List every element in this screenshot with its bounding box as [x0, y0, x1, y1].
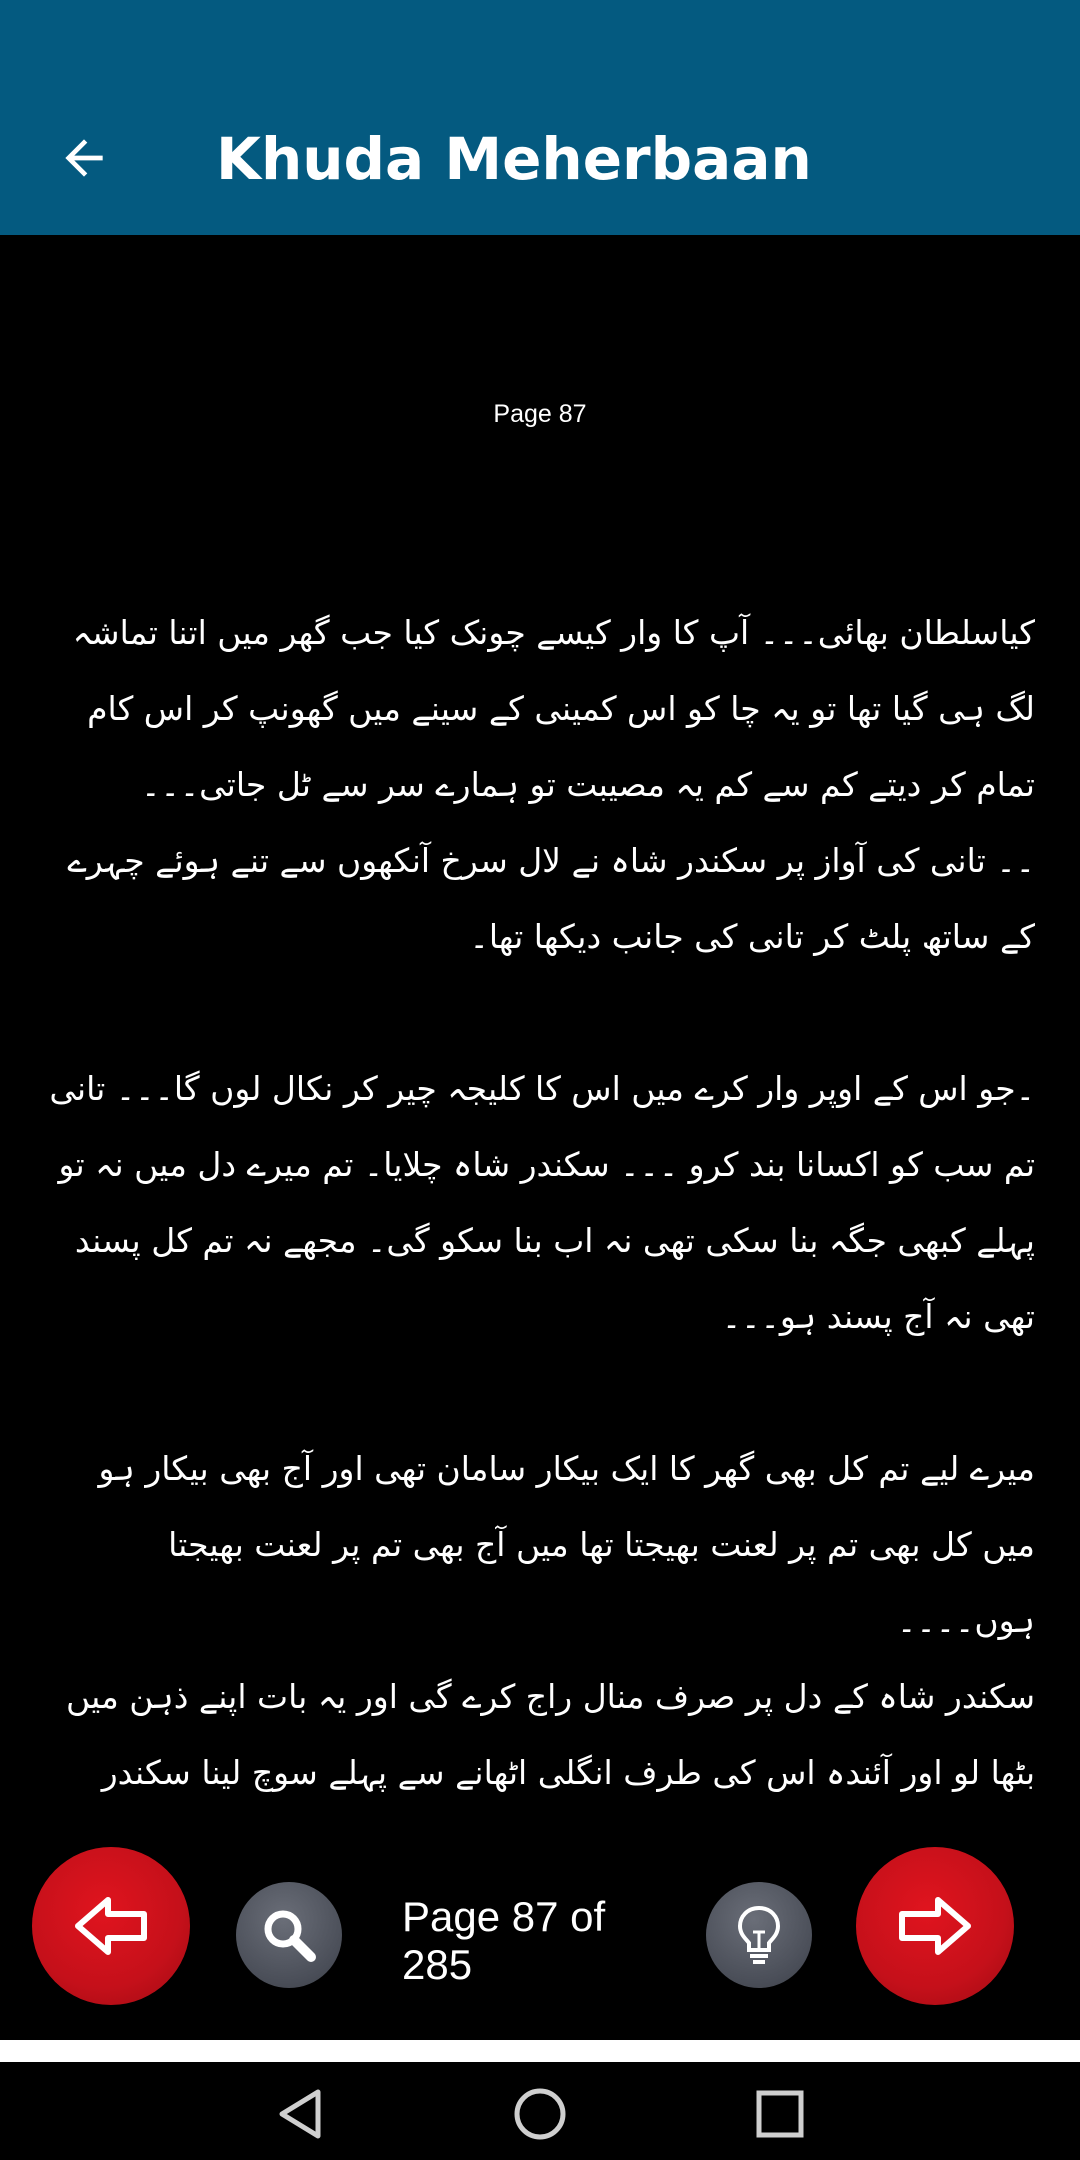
search-button[interactable] — [236, 1882, 342, 1988]
triangle-back-icon — [274, 2086, 326, 2142]
paragraph: ۔جو اس کے اوپر وار کرے میں اس کا کلیجہ چیر کر نکال لوں گا۔۔۔ تانی تم سب کو اکسانا بند کرو ۔۔۔ سکندر شاہ چلایا۔ تم میرے دل میں نہ تو پہلے کبھی جگہ بنا سکی تھی نہ اب بنا سکو گی۔ مجھے نہ تم کل پسند تھی نہ آج پسند ہو۔۔۔ — [49, 1069, 1035, 1336]
paragraph: ۔۔ تانی کی آواز پر سکندر شاہ نے لال سرخ آنکھوں سے تنے ہوئے چہرے کے ساتھ پلٹ کر تانی کی جانب دیکھا تھا۔ — [67, 841, 1035, 956]
reader-content[interactable] — [0, 235, 1080, 1825]
back-button[interactable] — [48, 122, 120, 194]
status-bar — [0, 0, 1080, 80]
system-navigation-bar — [0, 2062, 1080, 2160]
arrow-right-outline-icon — [896, 1894, 974, 1958]
arrow-left-outline-icon — [72, 1894, 150, 1958]
square-recents-icon — [754, 2088, 806, 2140]
story-text — [45, 595, 1035, 1963]
app-bar — [0, 80, 1080, 235]
divider-strip — [0, 2040, 1080, 2062]
arrow-left-icon — [56, 130, 112, 186]
paragraph: میرے لیے تم کل بھی گھر کا ایک بیکار سامان تھی اور آج بھی بیکار ہو میں کل بھی تم پر لعنت بھیجتا تھا میں آج بھی تم پر لعنت بھیجتا ہوں۔۔۔۔ — [98, 1449, 1035, 1640]
previous-page-button[interactable] — [32, 1847, 190, 2005]
hint-button[interactable] — [706, 1882, 812, 1988]
paragraph: سکندر شاہ کے دل پر صرف منال راج کرے گی اور یہ بات اپنے ذہن میں بٹھا لو اور آئندہ اس کی طرف انگلی اٹھانے سے پہلے سوچ لینا سکندر — [66, 1677, 1035, 1792]
system-back-button[interactable] — [270, 2084, 330, 2144]
search-icon — [257, 1903, 321, 1967]
page-indicator: Page 87 of 285 — [402, 1893, 606, 1988]
page-label: Page 87 — [493, 400, 587, 428]
system-home-button[interactable] — [510, 2084, 570, 2144]
bottom-navigation — [0, 1825, 1080, 2040]
page-title: Khuda Meherbaan — [216, 125, 812, 193]
circle-home-icon — [512, 2086, 568, 2142]
paragraph: کیاسلطان بھائی۔۔۔ آپ کا وار کیسے چونک کیا جب گھر میں اتنا تماشہ لگ ہی گیا تھا تو یہ چا کو اس کمینی کے سینے میں گھونپ کر اس کام تمام کر دیتے کم سے کم یہ مصیبت تو ہمارے سر سے ٹل جاتی۔۔۔ — [72, 613, 1035, 804]
system-recents-button[interactable] — [750, 2084, 810, 2144]
lightbulb-icon — [731, 1902, 787, 1968]
next-page-button[interactable] — [856, 1847, 1014, 2005]
